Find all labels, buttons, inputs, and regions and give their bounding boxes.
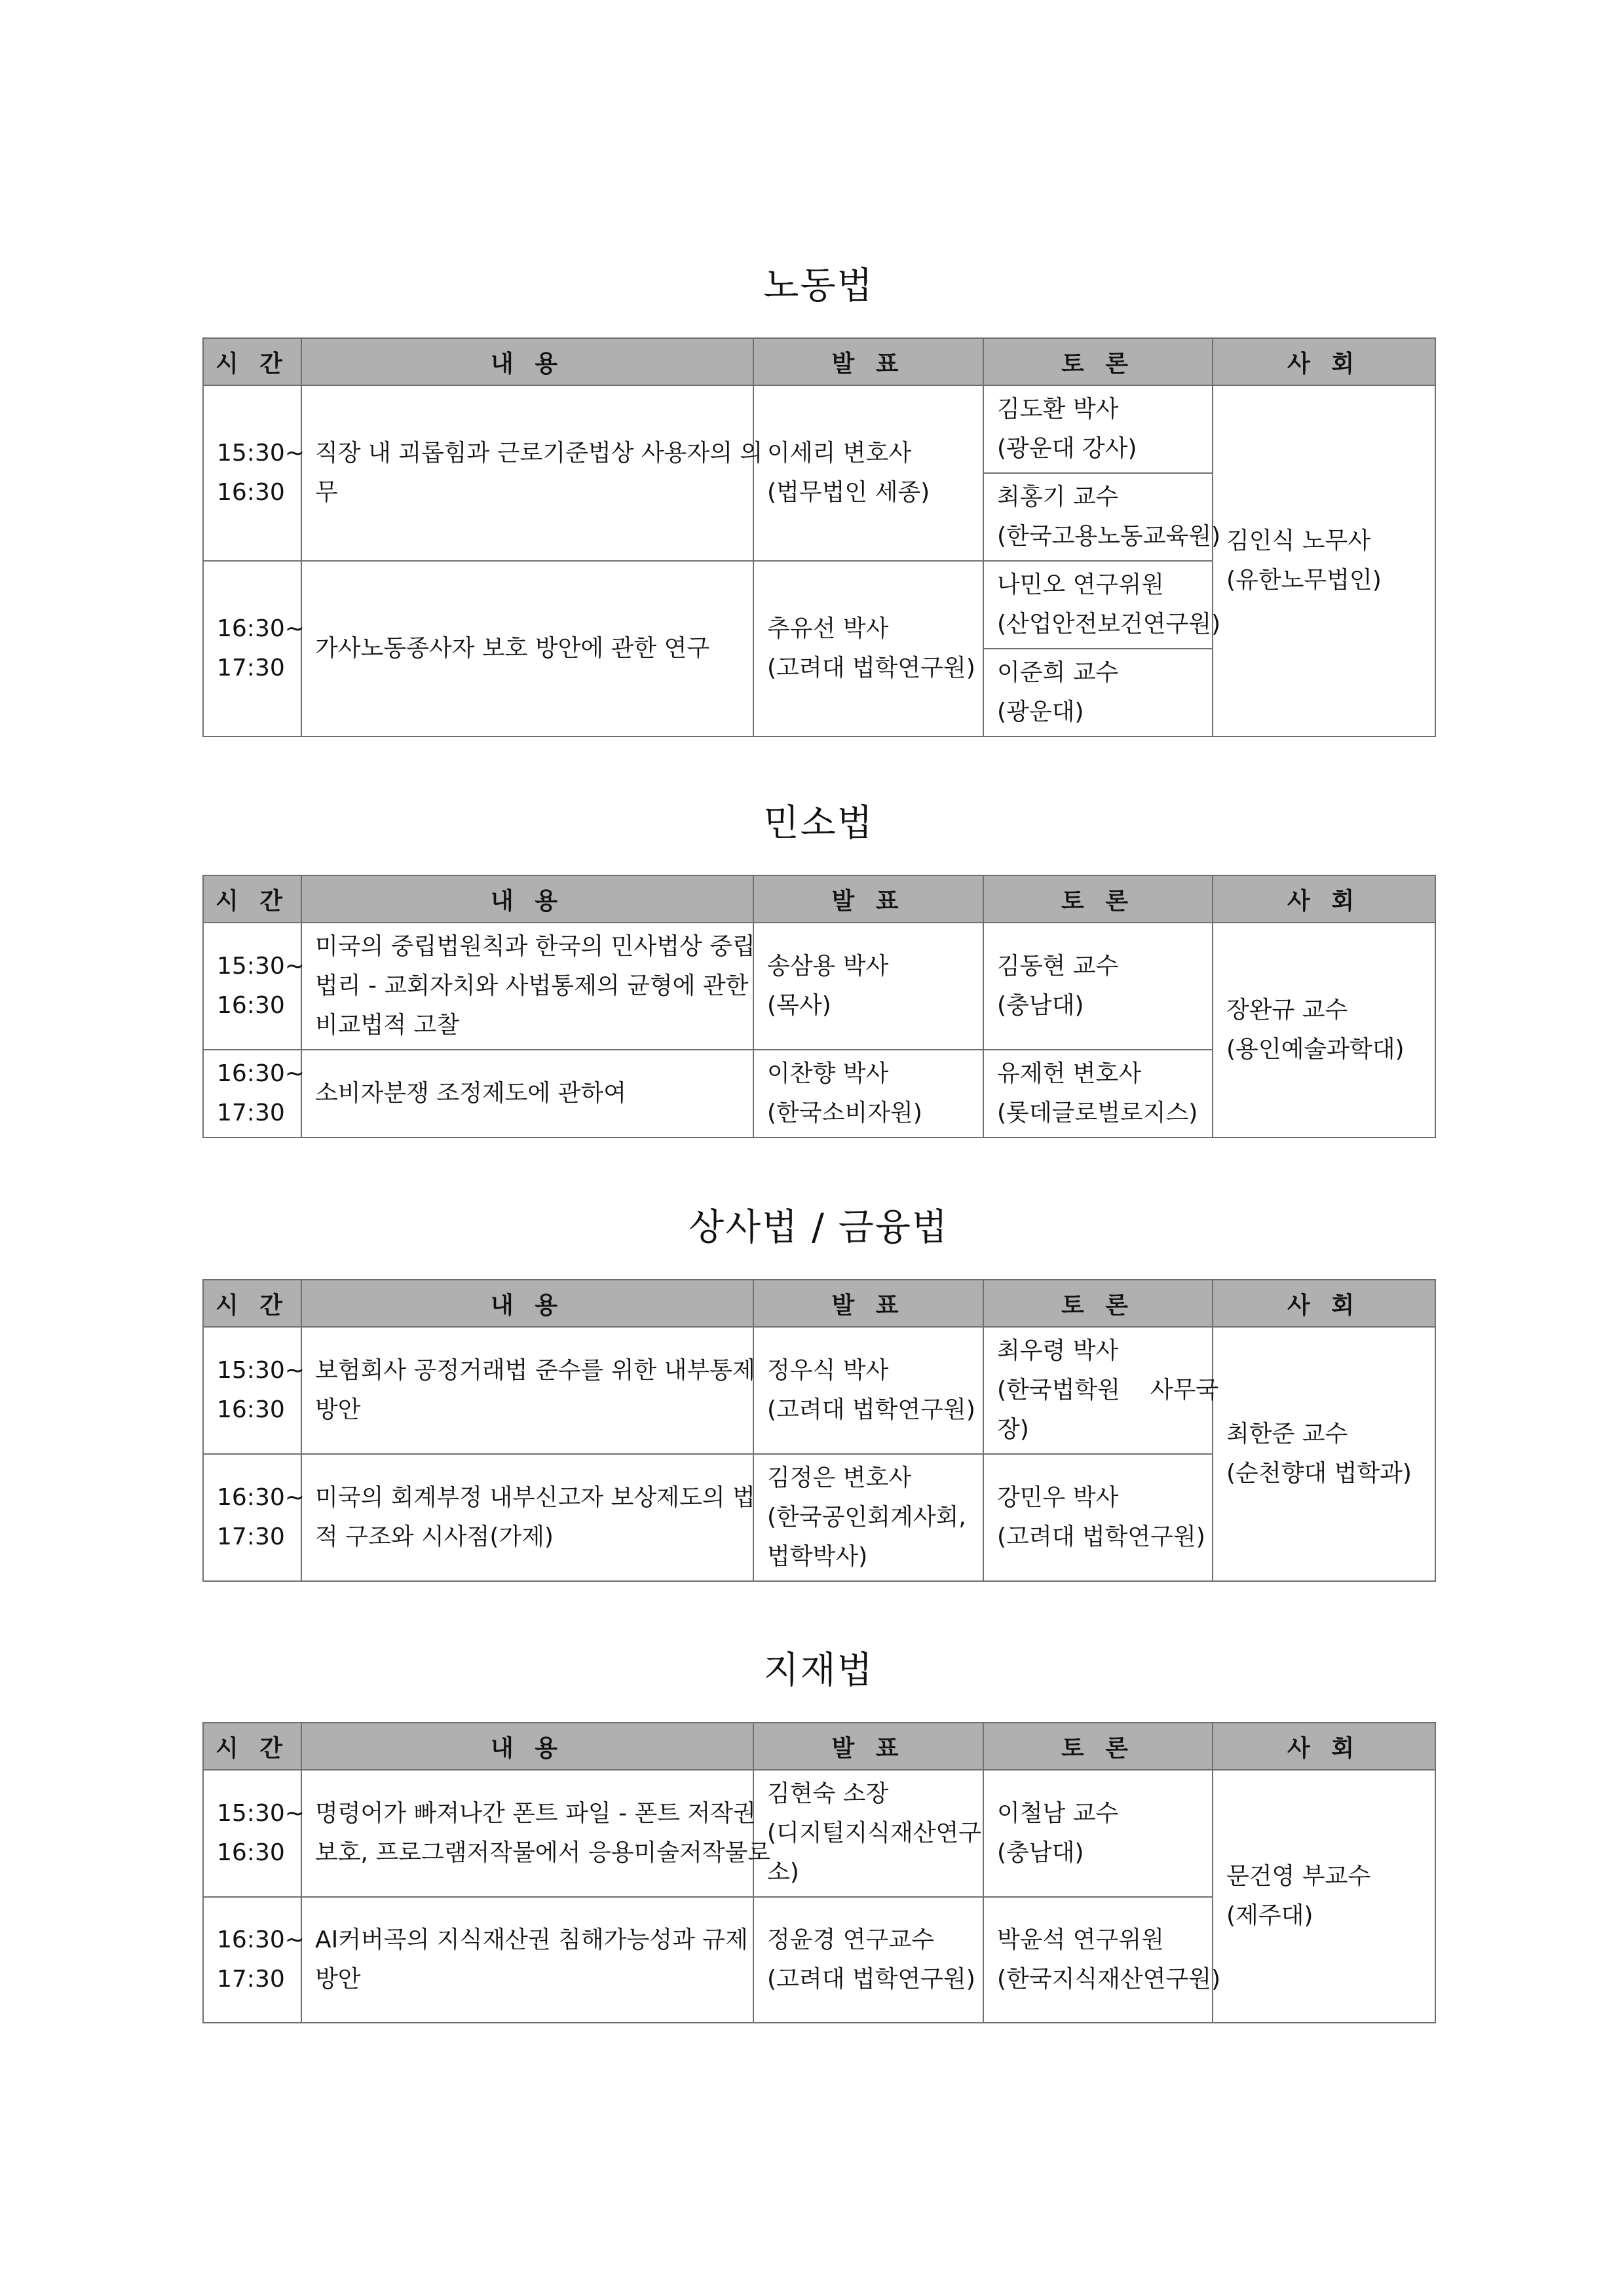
section-title: 노동법 [763, 265, 874, 307]
session-discussant: 김도환 박사 (광운대 강사) [983, 385, 1213, 473]
header-moderator: 사 회 [1213, 1723, 1435, 1770]
session-time: 15:30~ 16:30 [203, 1327, 301, 1454]
session-discussant: 이철남 교수 (충남대) [983, 1770, 1213, 1897]
session-moderator: 장완규 교수 (용인예술과학대) [1213, 923, 1435, 1138]
table-row [203, 1770, 1435, 1897]
session-time: 16:30~ 17:30 [203, 1897, 301, 2023]
session-time: 15:30~ 16:30 [203, 385, 301, 561]
session-content: 미국의 회계부정 내부신고자 보상제도의 법 적 구조와 시사점(가제) [301, 1454, 753, 1581]
session-content: AI커버곡의 지식재산권 침해가능성과 규제 방안 [301, 1897, 753, 2023]
header-moderator: 사 회 [1213, 338, 1435, 385]
header-time: 시 간 [203, 875, 301, 923]
header-row [203, 1723, 1435, 1770]
session-time: 15:30~ 16:30 [203, 1770, 301, 1897]
header-content: 내 용 [301, 338, 753, 385]
session-content: 명령어가 빠져나간 폰트 파일 - 폰트 저작권 보호, 프로그램저작물에서 응용미술저작물로 [301, 1770, 753, 1897]
session-discussant: 김동현 교수 (충남대) [983, 923, 1213, 1050]
session-content: 미국의 중립법원칙과 한국의 민사법상 중립 법리 - 교회자치와 사법통제의 균형에 관한 비교법적 고찰 [301, 923, 753, 1050]
session-time: 16:30~ 17:30 [203, 1454, 301, 1581]
header-moderator: 사 회 [1213, 1280, 1435, 1327]
header-content: 내 용 [301, 875, 753, 923]
session-time: 16:30~ 17:30 [203, 561, 301, 737]
session-moderator: 문건영 부교수 (제주대) [1213, 1770, 1435, 2023]
header-presentation: 발 표 [753, 338, 983, 385]
table-row [203, 385, 1435, 473]
session-content: 소비자분쟁 조정제도에 관하여 [301, 1050, 753, 1138]
header-presentation: 발 표 [753, 1723, 983, 1770]
session-discussant: 유제헌 변호사 (롯데글로벌로지스) [983, 1050, 1213, 1138]
section-title: 상사법 / 금융법 [688, 1206, 949, 1249]
session-content: 직장 내 괴롭힘과 근로기준법상 사용자의 의 무 [301, 385, 753, 561]
session-presenter: 이찬향 박사 (한국소비자원) [753, 1050, 983, 1138]
section-commercial-finance-law [202, 1206, 1435, 1570]
session-presenter: 추유선 박사 (고려대 법학연구원) [753, 561, 983, 737]
header-discussion: 토 론 [983, 338, 1213, 385]
header-content: 내 용 [301, 1280, 753, 1327]
session-discussant: 박윤석 연구위원 (한국지식재산연구원) [983, 1897, 1213, 2023]
header-time: 시 간 [203, 338, 301, 385]
session-discussant: 이준희 교수 (광운대) [983, 649, 1213, 737]
schedule-table [202, 1279, 1436, 1582]
session-presenter: 정우식 박사 (고려대 법학연구원) [753, 1327, 983, 1454]
section-civil-procedure-law [202, 802, 1435, 1126]
header-discussion: 토 론 [983, 875, 1213, 923]
header-presentation: 발 표 [753, 1280, 983, 1327]
header-row [203, 338, 1435, 385]
session-content: 보험회사 공정거래법 준수를 위한 내부통제 방안 [301, 1327, 753, 1454]
session-presenter: 김정은 변호사 (한국공인회계사회, 법학박사) [753, 1454, 983, 1581]
section-title: 지재법 [763, 1649, 874, 1692]
table-row [203, 1327, 1435, 1454]
session-discussant: 최우령 박사 (한국법학원 사무국 장) [983, 1327, 1213, 1454]
header-row [203, 875, 1435, 923]
schedule-table [202, 875, 1436, 1138]
header-discussion: 토 론 [983, 1280, 1213, 1327]
table-row [203, 923, 1435, 1050]
header-row [203, 1280, 1435, 1327]
session-discussant: 최홍기 교수 (한국고용노동교육원) [983, 473, 1213, 561]
section-intellectual-property-law [202, 1649, 1435, 1993]
session-time: 15:30~ 16:30 [203, 923, 301, 1050]
session-time: 16:30~ 17:30 [203, 1050, 301, 1138]
header-time: 시 간 [203, 1723, 301, 1770]
session-presenter: 정윤경 연구교수 (고려대 법학연구원) [753, 1897, 983, 2023]
session-moderator: 김인식 노무사 (유한노무법인) [1213, 385, 1435, 737]
session-discussant: 나민오 연구위원 (산업안전보건연구원) [983, 561, 1213, 649]
header-moderator: 사 회 [1213, 875, 1435, 923]
session-content: 가사노동종사자 보호 방안에 관한 연구 [301, 561, 753, 737]
session-presenter: 이세리 변호사 (법무법인 세종) [753, 385, 983, 561]
header-time: 시 간 [203, 1280, 301, 1327]
session-presenter: 김현숙 소장 (디지털지식재산연구 소) [753, 1770, 983, 1897]
section-labor-law [202, 265, 1435, 725]
session-moderator: 최한준 교수 (순천향대 법학과) [1213, 1327, 1435, 1581]
schedule-table [202, 337, 1436, 737]
session-presenter: 송삼용 박사 (목사) [753, 923, 983, 1050]
session-discussant: 강민우 박사 (고려대 법학연구원) [983, 1454, 1213, 1581]
header-content: 내 용 [301, 1723, 753, 1770]
header-discussion: 토 론 [983, 1723, 1213, 1770]
header-presentation: 발 표 [753, 875, 983, 923]
section-title: 민소법 [763, 802, 874, 845]
schedule-table [202, 1722, 1436, 2023]
